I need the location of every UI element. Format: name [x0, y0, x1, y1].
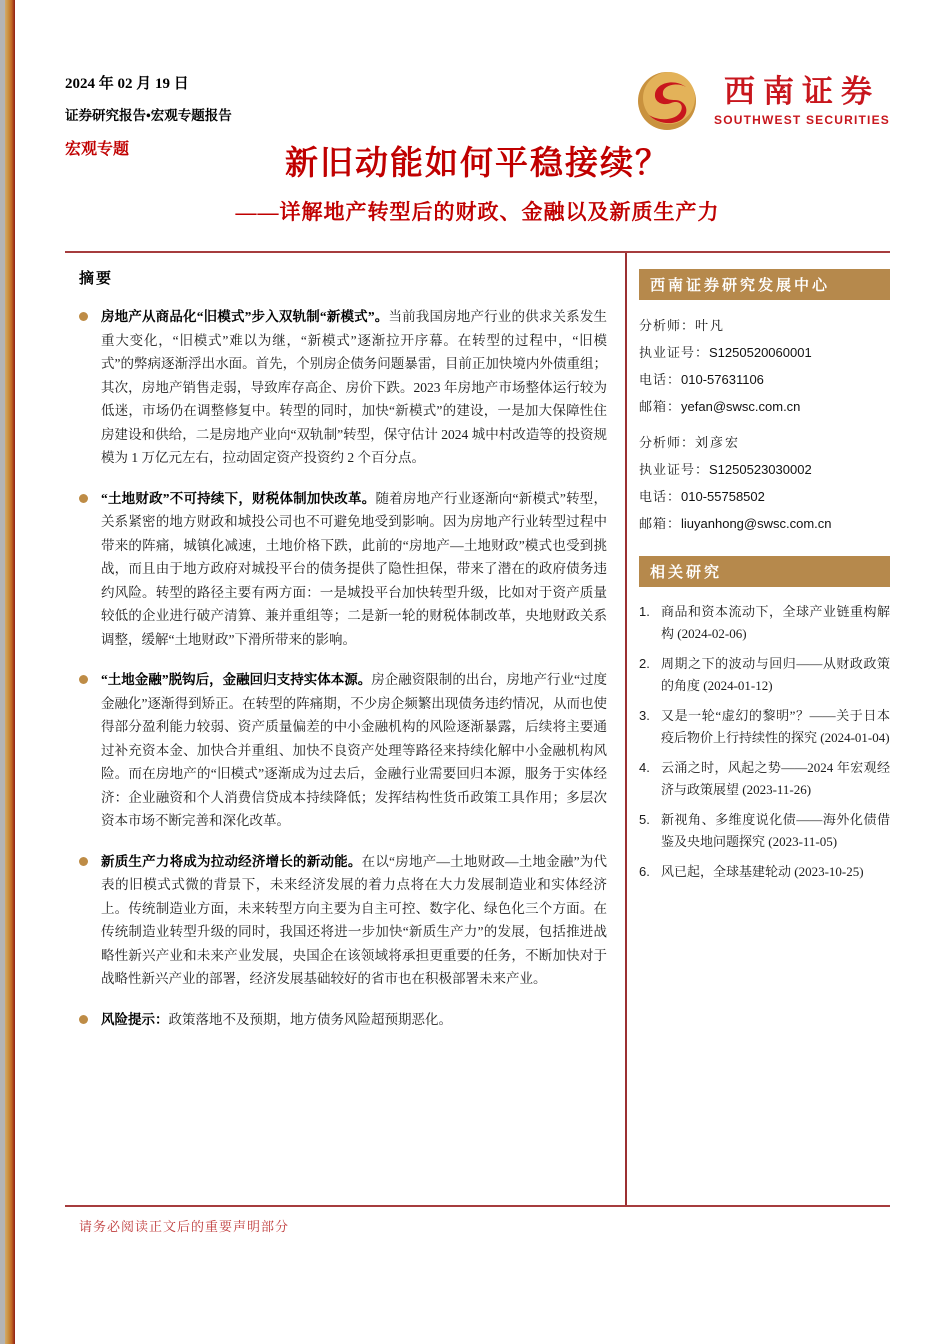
bullet-lead: “土地财政”不可持续下，财税体制加快改革。 [101, 490, 376, 506]
bullet-dot-icon [79, 675, 88, 684]
item-number: 6. [639, 864, 650, 879]
license-label: 执业证号： [639, 345, 710, 360]
item-number: 3. [639, 708, 650, 723]
license-number: S1250523030002 [709, 462, 812, 477]
bullet-body: 房企融资限制的出台，房地产行业“过度金融化”逐渐得到矫正。在转型的阵痛期，不少房企频繁出现债务违约情况，从而也使得部分盈利能力较弱、资产质量偏差的中小金融机构的风险逐渐暴露，后续将主要通过补充资本金、加快合并重组、加快不良资产处理等路径来持续化解中小金融机构风险。而在房地产的“旧模式”逐渐成为过去后，金融行业需要回归本源，服务于实体经济：企业融资和个人消费信贷成本持续降低；发挥结构性货币政策工具作用；多层次资本市场不断完善和深化改革。 [101, 672, 607, 828]
report-header [65, 0, 890, 158]
abstract-heading: 摘要 [79, 271, 114, 287]
item-text: 新视角、多维度说化债——海外化债借鉴及央地问题探究 (2023-11-05) [661, 812, 890, 849]
page-edge-decoration [0, 0, 15, 1344]
bullet-lead: 房地产从商品化“旧模式”步入双轨制“新模式”。 [101, 309, 389, 324]
item-number: 1. [639, 604, 650, 619]
analyst-phone-row [639, 486, 890, 507]
bullet-lead: 新质生产力将成为拉动经济增长的新动能。 [101, 853, 362, 869]
bullet-dot-icon [79, 312, 88, 321]
email-label: 邮箱： [639, 399, 682, 414]
footer-rule [65, 1205, 890, 1207]
bullet-body: 在以“房地产—土地财政—土地金融”为代表的旧模式式微的背景下，未来经济发展的着力点将在大力发展制造业和实体经济上。传统制造业方面，未来转型方向主要为自主可控、数字化、绿色化三个方面。在传统制造业转型升级的同时，我国还将进一步加快“新质生产力”的发展，包括推进战略性新兴产业和未来产业发展，央国企在该领域将承担更重要的任务，不断加快对于战略性新兴产业的部署，经济发展基础较好的省市也在积极部署未来产业。 [101, 853, 608, 986]
report-subtitle: ——详解地产转型后的财政、金融以及新质生产力 [235, 200, 720, 224]
related-research-item [639, 705, 890, 748]
item-text: 又是一轮“虚幻的黎明”？——关于日本疫后物价上行持续性的探究 (2024-01-04) [661, 708, 890, 745]
company-logo [636, 70, 890, 132]
related-research-item [639, 757, 890, 800]
report-category: 宏观专题 [65, 141, 130, 158]
logo-en-name: SOUTHWEST SECURITIES [713, 112, 890, 127]
bullet-text [101, 487, 607, 652]
bullet-text [101, 668, 607, 833]
edge-gradient-bar [5, 0, 15, 1344]
bullet-dot-icon [79, 1015, 88, 1024]
analyst-name: 叶凡 [695, 318, 726, 333]
report-date: 2024 年 02 月 19 日 [65, 76, 189, 92]
analyst-role-label: 分析师： [639, 435, 696, 450]
bullet-dot-icon [79, 494, 88, 503]
item-text: 周期之下的波动与回归——从财政政策的角度 (2024-01-12) [661, 656, 890, 693]
report-title: 新旧动能如何平稳接续？ [285, 146, 670, 182]
related-research-item [639, 809, 890, 852]
bullet-lead: “土地金融”脱钩后，金融回归支持实体本源。 [101, 672, 372, 687]
email-address: yefan@swsc.com.cn [681, 399, 801, 414]
item-number: 2. [639, 656, 650, 671]
phone-label: 电话： [639, 372, 682, 387]
risk-warning-bullet [79, 1008, 607, 1032]
analyst-phone-row [639, 369, 890, 390]
phone-number: 010-55758502 [681, 489, 765, 504]
bullet-body: 随着房地产行业逐渐向“新模式”转型，关系紧密的地方财政和城投公司也不可避免地受到影响。因为房地产行业转型过程中带来的阵痛，城镇化减速，土地价格下跌，此前的“房地产—土地财政”模式也受到挑战，而且由于地方政府对城投平台的债务提供了隐性担保，带来了潜在的政府债务违约风险。转型的路径主要有两方面：一是城投平台加快转型升级，比如对于资产质量较低的企业进行破产清算、兼并重组等；二是新一轮的财税体制改革，央地财政关系调整，缓解“土地财政”下滑所带来的影响。 [101, 490, 608, 647]
phone-label: 电话： [639, 489, 682, 504]
bullet-text [101, 850, 607, 991]
analyst-license-row [639, 459, 890, 480]
related-research-item [639, 601, 890, 644]
sidebar [627, 253, 890, 1205]
related-research-list [639, 601, 890, 883]
abstract-bullet [79, 305, 607, 470]
footer-disclaimer: 请务必阅读正文后的重要声明部分 [79, 1219, 290, 1234]
bullet-text [101, 305, 607, 470]
bullet-lead: 风险提示： [101, 1011, 169, 1027]
analyst-email-row [639, 396, 890, 417]
analyst-name-row [639, 315, 890, 336]
related-research-item [639, 861, 890, 883]
bullet-body: 当前我国房地产行业的供求关系发生重大变化，“旧模式”难以为继，“新模式”逐渐拉开序幕。在转型的过程中，“旧模式”的弊病逐渐浮出水面。首先，个别房企债务问题暴雷，目前正加快境内外债重组；其次，房地产销售走弱，导致库存高企、房价下跌。2023 年房地产市场整体运行较为低迷，市场仍在调整修复中。转型的同时，加快“新模式”的建设，一是加大保障性住房建设和供给，二是房地产业向“双轨制”转型，保守估计 2024 城中村改造等的投资规模为 1 万亿元左右，拉动固定资产投资约 2 个百分点。 [101, 309, 608, 465]
item-text: 云涌之时，风起之势——2024 年宏观经济与政策展望 (2023-11-26) [661, 760, 890, 797]
item-number: 4. [639, 760, 650, 775]
logo-cn-name: 西南证券 [723, 74, 880, 110]
bullet-body: 政策落地不及预期，地方债务风险超预期恶化。 [168, 1011, 452, 1027]
logo-wordmark [714, 75, 890, 126]
analyst-block [639, 432, 890, 534]
logo-sphere-icon [636, 70, 698, 132]
item-text: 商品和资本流动下，全球产业链重构解构 (2024-02-06) [661, 604, 890, 641]
bullet-dot-icon [79, 857, 88, 866]
analyst-email-row [639, 513, 890, 534]
email-address: liuyanhong@swsc.com.cn [681, 516, 832, 531]
analyst-name-row [639, 432, 890, 453]
license-number: S1250520060001 [709, 345, 812, 360]
research-center-title: 西南证券研究发展中心 [639, 269, 890, 300]
abstract-bullet [79, 487, 607, 652]
email-label: 邮箱： [639, 516, 682, 531]
item-text: 风已起，全球基建轮动 (2023-10-25) [661, 864, 864, 879]
related-research-item [639, 653, 890, 696]
abstract-column [65, 253, 625, 1205]
report-type: 证券研究报告•宏观专题报告 [65, 108, 232, 123]
analyst-block [639, 315, 890, 417]
bullet-text [101, 1008, 452, 1032]
analyst-role-label: 分析师： [639, 318, 696, 333]
phone-number: 010-57631106 [681, 372, 764, 387]
abstract-bullet [79, 668, 607, 833]
related-research-title: 相关研究 [639, 556, 890, 587]
license-label: 执业证号： [639, 462, 710, 477]
item-number: 5. [639, 812, 650, 827]
abstract-bullet [79, 850, 607, 991]
analyst-license-row [639, 342, 890, 363]
analyst-name: 刘彦宏 [695, 435, 741, 450]
